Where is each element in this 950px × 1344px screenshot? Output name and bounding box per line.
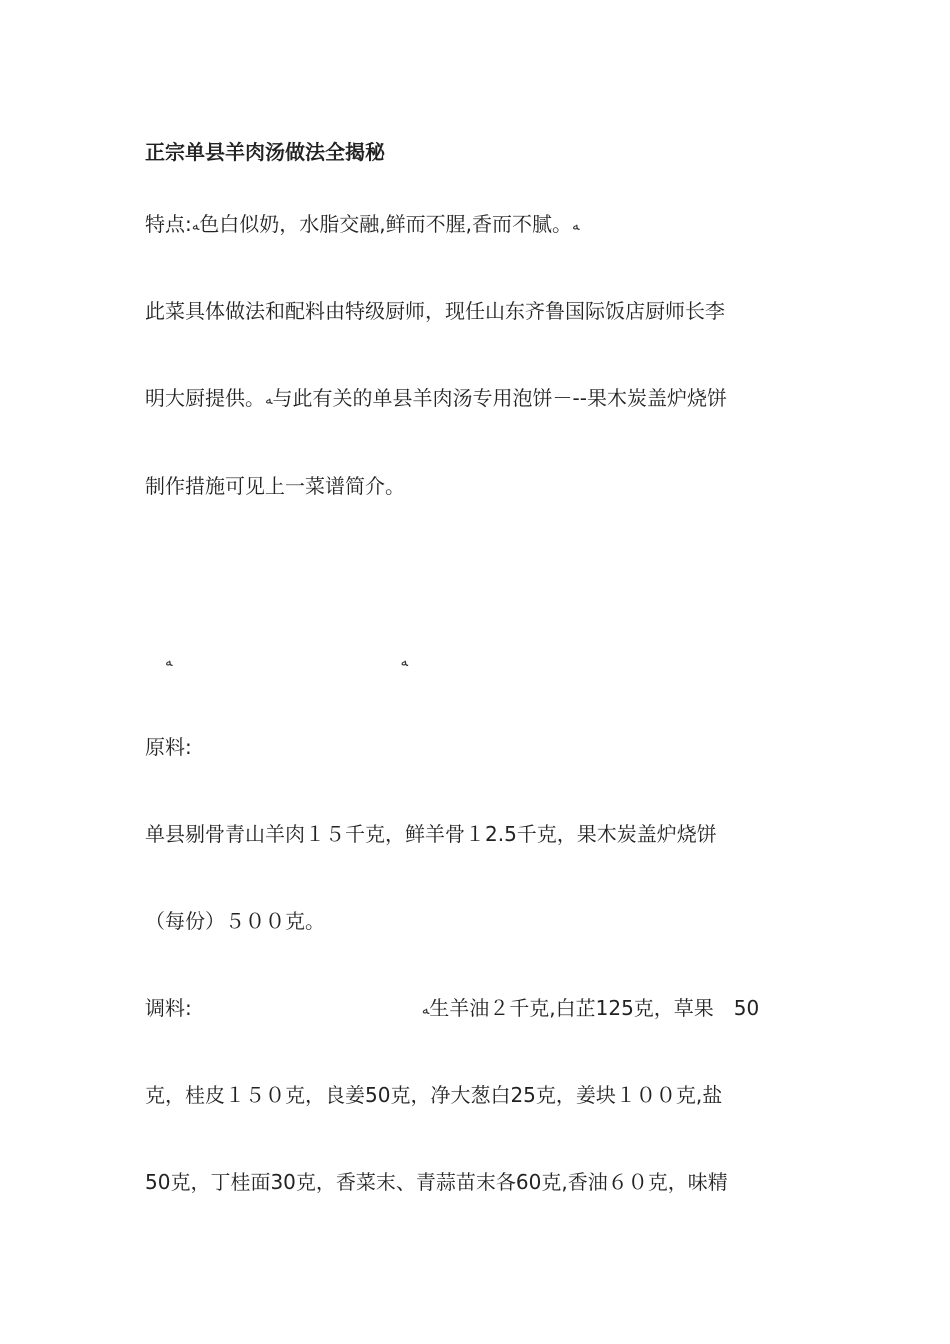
paragraph-mark-icon: ﻪ	[400, 653, 409, 670]
document-title: 正宗单县羊肉汤做法全揭秘	[145, 140, 385, 164]
seasoning-line	[145, 994, 759, 1024]
features-line	[145, 210, 580, 240]
paragraph-text: 与此有关的单县羊肉汤专用泡饼－--果木炭盖炉烧饼	[272, 386, 727, 410]
seasoning-text: 生羊油２千克,白芷125克，草果 50	[429, 996, 760, 1020]
ingredients-line: 单县剔骨青山羊肉１５千克，鲜羊骨１2.5千克，果木炭盖炉烧饼	[145, 822, 717, 846]
paragraph-mark-icon: ﻪ	[571, 217, 580, 234]
paragraph-text: 明大厨提供。	[145, 386, 265, 410]
paragraph-line: 制作措施可见上一菜谱简介。	[145, 474, 405, 498]
mark-row	[145, 646, 408, 676]
paragraph-mark-icon: ﻪ	[165, 653, 173, 670]
seasoning-line: 50克，丁桂面30克，香菜末、青蒜苗末各60克,香油６０克，味精	[145, 1170, 728, 1194]
features-label: 特点:	[145, 212, 192, 236]
ingredients-line: （每份）５００克。	[145, 909, 325, 933]
ingredients-label: 原料:	[145, 735, 192, 759]
paragraph-mark-icon: ﻪ	[421, 1001, 430, 1018]
seasoning-line: 克，桂皮１５０克，良姜50克，净大葱白25克，姜块１００克,盐	[145, 1083, 723, 1107]
paragraph-line: 此菜具体做法和配料由特级厨师，现任山东齐鲁国际饭店厨师长李	[145, 299, 725, 323]
paragraph-line	[145, 384, 727, 414]
seasoning-label: 调料:	[145, 996, 192, 1020]
paragraph-mark-icon: ﻪ	[191, 217, 200, 234]
features-text: 色白似奶，水脂交融,鲜而不腥,香而不腻。	[199, 212, 572, 236]
paragraph-mark-icon: ﻪ	[265, 391, 273, 408]
